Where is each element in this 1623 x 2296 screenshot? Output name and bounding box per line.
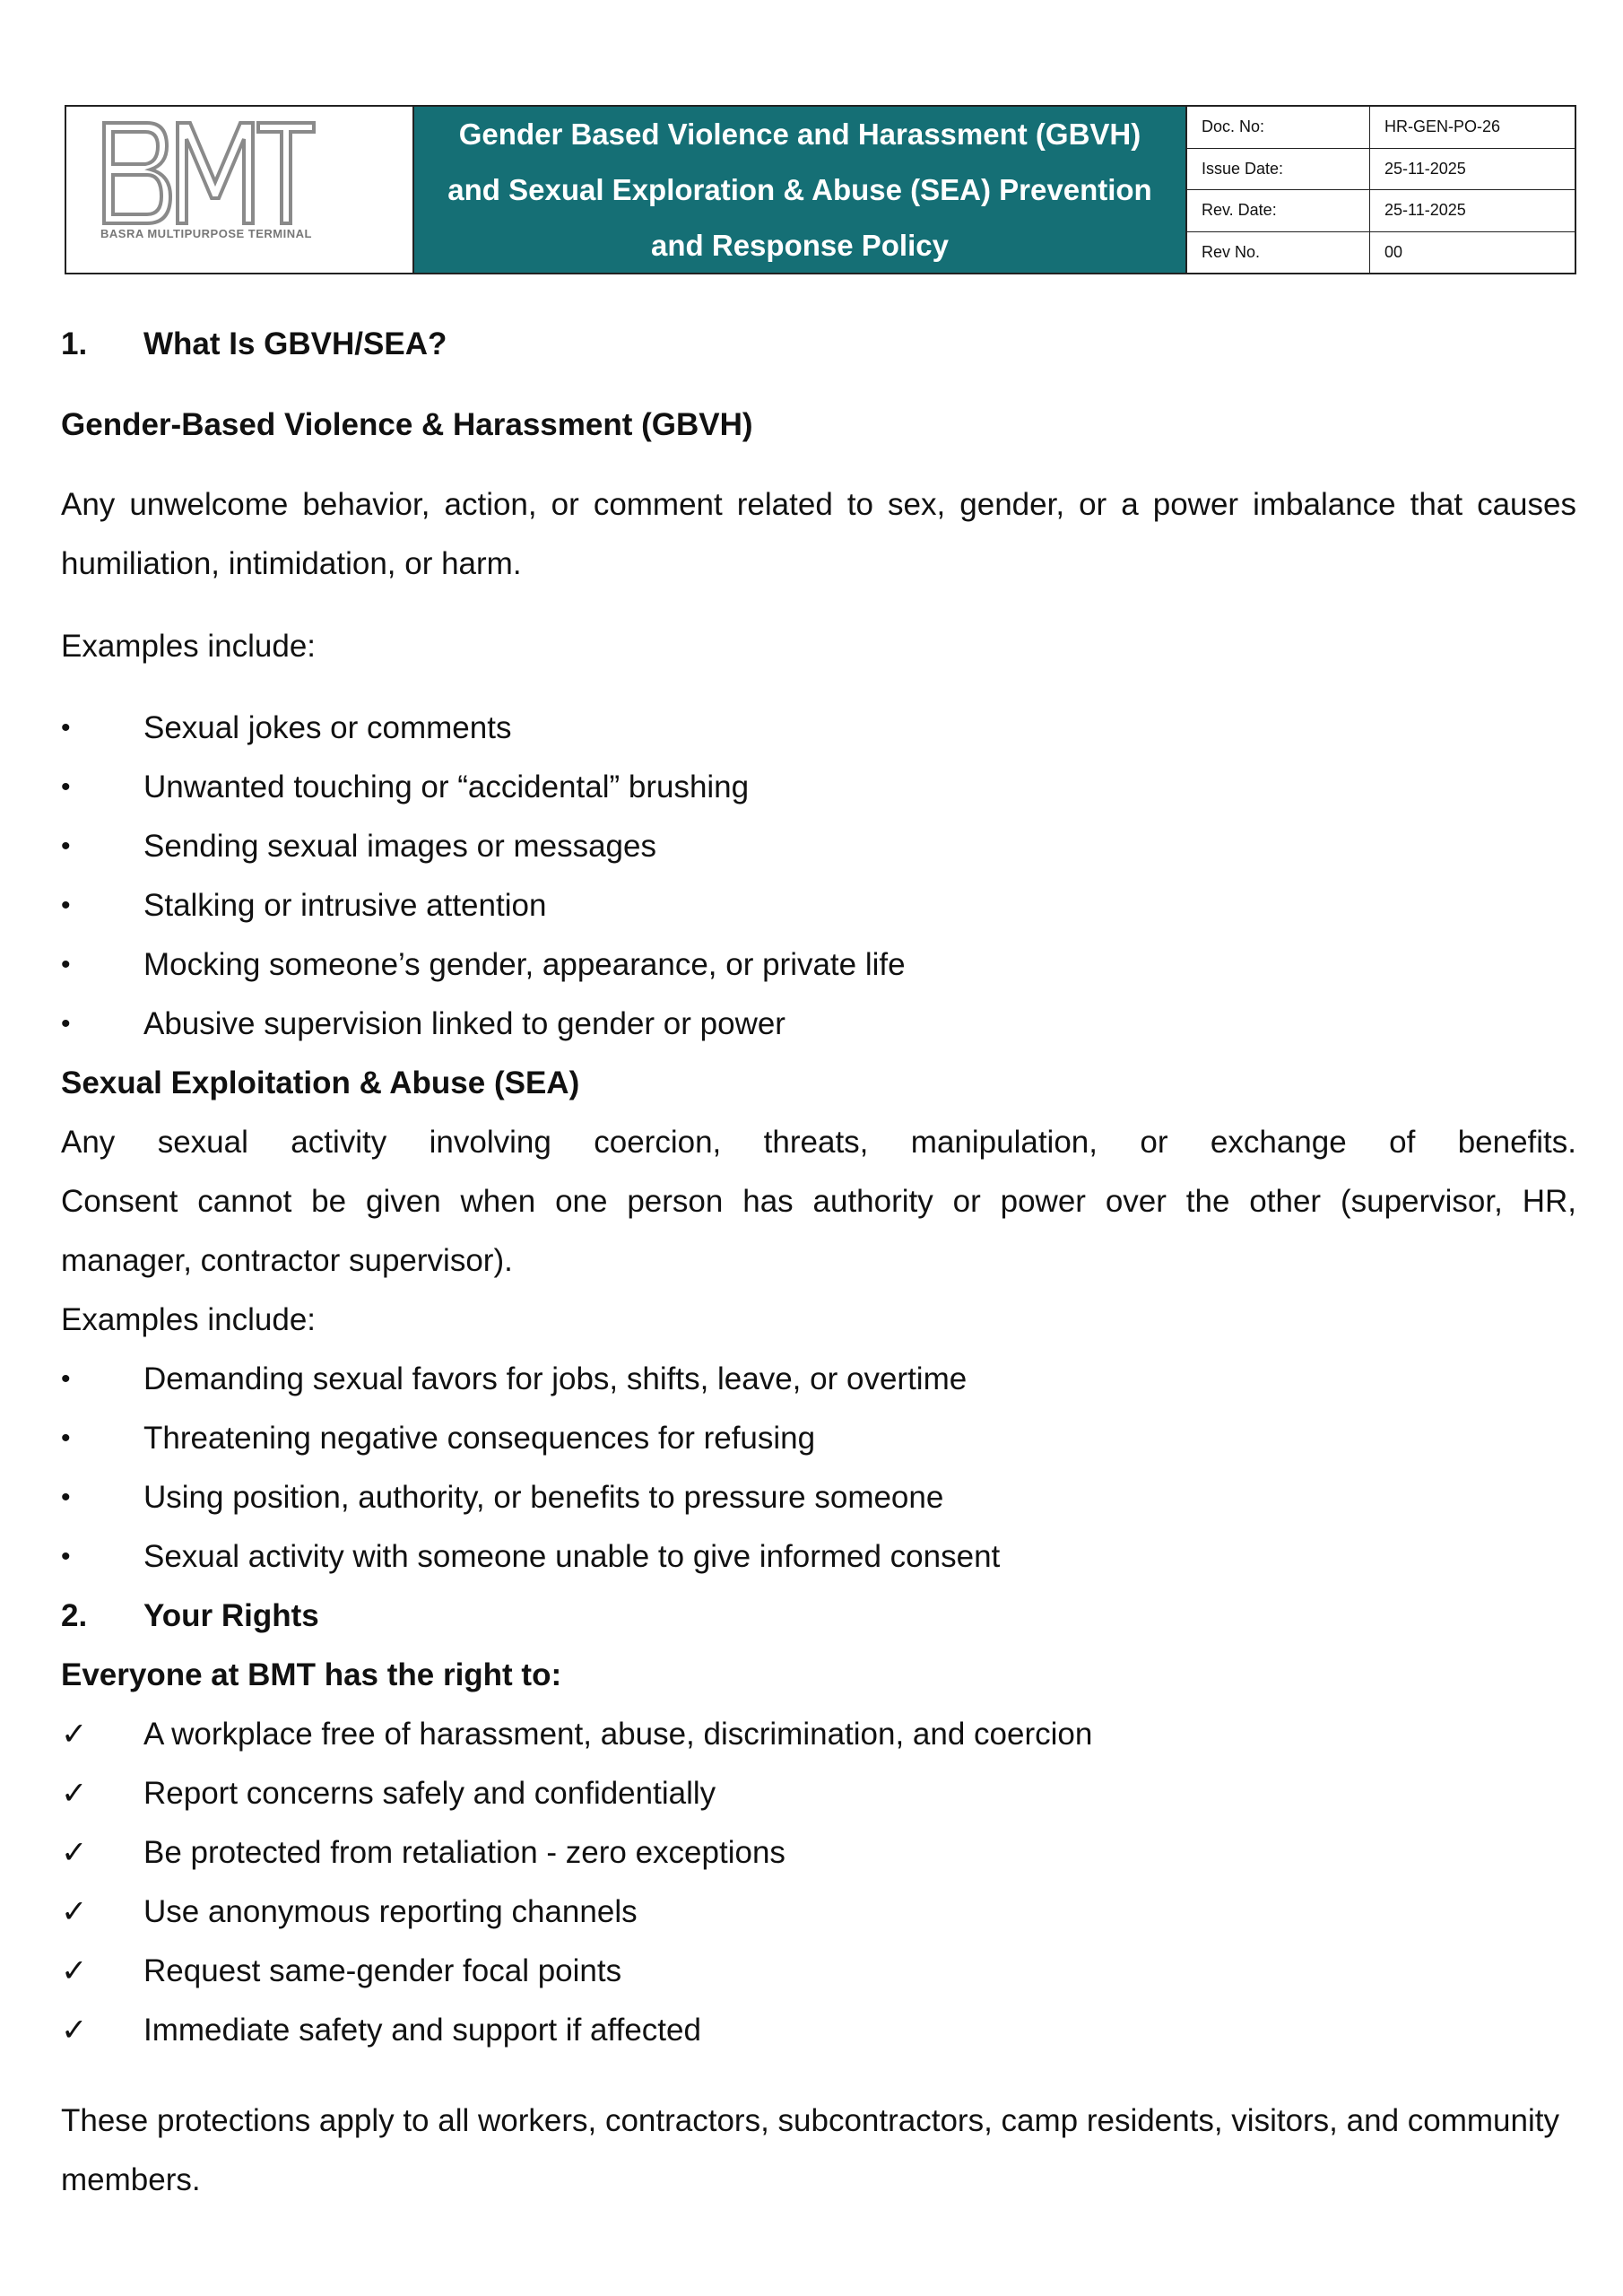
bullet-icon: •: [61, 1423, 71, 1453]
sea-definition-line: Consent cannot be given when one person has authority or power over the other (supervisor, HR,: [61, 1184, 1576, 1219]
document-header: [65, 105, 1576, 274]
meta-value: 25-11-2025: [1384, 159, 1466, 178]
checkmark-icon: ✓: [61, 1835, 88, 1870]
meta-row-issue-date: [1187, 149, 1575, 191]
section-number: 1.: [61, 326, 88, 361]
logo-subtitle: BASRA MULTIPURPOSE TERMINAL: [100, 227, 312, 240]
sea-heading: Sexual Exploitation & Abuse (SEA): [61, 1065, 580, 1100]
gbvh-examples-label: Examples include:: [61, 629, 317, 664]
checkmark-icon: ✓: [61, 2013, 88, 2048]
section-title: Your Rights: [143, 1598, 319, 1633]
meta-row-doc-no: [1187, 107, 1575, 149]
checkmark-icon: ✓: [61, 1776, 88, 1811]
checkmark-icon: ✓: [61, 1717, 88, 1752]
closing-paragraph: These protections apply to all workers, contractors, subcontractors, camp residents, visitors, and community members.: [61, 2103, 1559, 2197]
bullet-icon: •: [61, 772, 71, 802]
bullet-icon: •: [61, 1364, 71, 1394]
sea-definition-line: Any sexual activity involving coercion, threats, manipulation, or exchange of benefits.: [61, 1125, 1576, 1160]
meta-label: Rev No.: [1187, 232, 1370, 274]
document-page: BASRA MULTIPURPOSE TERMINAL Gender Based Violence and Harassment (GBVH) and Sexual Exploration & Abuse (SEA) Prevention and Response Policy Doc. No: HR-GEN-PO-26 Issue Date: 25-11-2025 Rev. Date: 25-11-2025 Rev No. 00 1. What Is GBVH/SEA? Gender-Based Violence & Harassment (GBVH) Any unwelcome behavior, action, or comment related to sex, gender, or a power imbalance that causes humiliation, intimidation, or harm. Examples include: • Sexual jokes or comments • Unwanted touching or “accidental” brushing • Sending sexual images or messages • Stalking or intrusive attention • Mocking someone’s gender, appearance, or private life • Abusive supervision linked to gender or power Sexual Exploitation & Abuse (SEA) Any sexual activity involving coercion, threats, manipulation, or exchange of benefits. Consent cannot be given when one person has authority or power over the other (supervisor, HR, manager, contractor supervisor). Examples include: • Demanding sexual favors for jobs, shifts, leave, or overtime • Threatening negative consequences for refusing • Using position, authority, or benefits to pressure someone • Sexual activity with someone unable to give informed consent 2. Your Rights Everyone at BMT has the right to: ✓ A workplace free of harassment, abuse, discrimination, and coercion ✓ Report concerns safely and confidentially ✓ Be protected from retaliation - zero exceptions ✓ Use anonymous reporting channels ✓ Request same-gender focal points ✓ Immediate safety and support if affected These protections apply to all workers, contractors, subcontractors, camp residents, visitors, and community members.: [0, 0, 1623, 2296]
meta-label: Issue Date:: [1187, 149, 1370, 190]
bullet-icon: •: [61, 891, 71, 920]
checkmark-icon: ✓: [61, 1894, 88, 1929]
bullet-icon: •: [61, 950, 71, 979]
company-logo: [66, 107, 414, 273]
section-number: 2.: [61, 1598, 88, 1633]
rights-heading: Everyone at BMT has the right to:: [61, 1657, 562, 1692]
bullet-icon: •: [61, 1483, 71, 1512]
meta-label: Doc. No:: [1187, 107, 1370, 148]
bmt-logo-icon: [100, 119, 316, 227]
meta-row-rev-date: [1187, 190, 1575, 232]
bullet-icon: •: [61, 713, 71, 743]
meta-value: 00: [1384, 242, 1403, 261]
meta-value: 25-11-2025: [1384, 201, 1466, 220]
sea-examples-label: Examples include:: [61, 1302, 317, 1337]
meta-row-rev-no: [1187, 232, 1575, 274]
meta-value: HR-GEN-PO-26: [1384, 117, 1501, 136]
document-meta-table: [1187, 107, 1575, 273]
gbvh-heading: Gender-Based Violence & Harassment (GBVH): [61, 407, 753, 442]
checkmark-icon: ✓: [61, 1953, 88, 1988]
sea-definition-line: manager, contractor supervisor).: [61, 1243, 513, 1278]
bullet-icon: •: [61, 1009, 71, 1039]
bullet-icon: •: [61, 1542, 71, 1571]
document-title-cell: [414, 107, 1187, 273]
section-title: What Is GBVH/SEA?: [143, 326, 447, 361]
document-title: Gender Based Violence and Harassment (GBVH) and Sexual Exploration & Abuse (SEA) Prevention and Response Policy: [447, 117, 1152, 262]
bullet-icon: •: [61, 831, 71, 861]
gbvh-definition: Any unwelcome behavior, action, or comment related to sex, gender, or a power imbalance that causes humiliation, intimidation, or harm.: [61, 487, 1576, 581]
meta-label: Rev. Date:: [1187, 190, 1370, 231]
